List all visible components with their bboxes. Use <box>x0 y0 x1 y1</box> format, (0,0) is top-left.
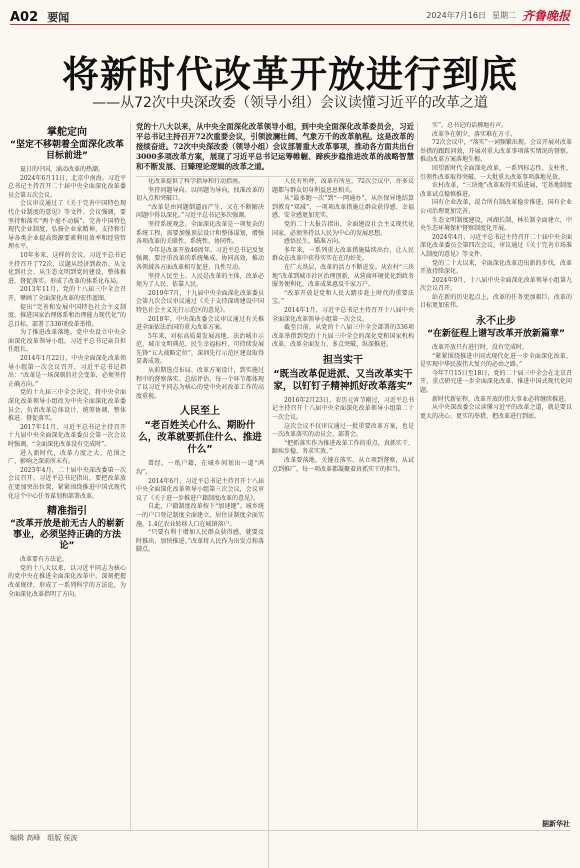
article-subtitle: ——从72次中央深改委（领导小组）会议读懂习近平的改革之道 <box>92 95 488 111</box>
paragraph: 今年7月15日至18日，党的二十届三中全会在北京召开，重点研究进一步全面深化改革、推进中国式现代化问题。 <box>420 369 572 395</box>
article-column-2 <box>136 178 264 868</box>
section-label: 担当实干 <box>323 354 363 366</box>
paragraph: 感悟民生，瞄准方向。 <box>284 238 345 246</box>
article-source: 据新华社 <box>542 819 570 828</box>
section-name: 要闻 <box>47 10 70 24</box>
paragraph: 2018年，中央深改委会议审议通过有关推进全面依法治国的重大改革方案。 <box>136 315 264 332</box>
paragraph: 回望新时代全面深化改革，一系列标志性、支柱性、引领性改革取得突破，一大批重大改革事项落地见效。 <box>420 164 572 181</box>
page-number: A02 <box>10 9 39 25</box>
paragraph: 站在新的历史起点上，改革的任务更加艰巨，改革的目标更加宏伟。 <box>420 293 572 310</box>
section-quote: “坚定不移朝着全面深化改革目标前进” <box>10 140 124 161</box>
paragraph: 国有企业改革，混合所有制改革稳步推进，国有企业公司治理更加完善。 <box>420 199 572 215</box>
paragraph: 党的二十大报告指出，全面建设社会主义现代化国家，必须坚持以人民为中心的发展思想。 <box>272 220 414 237</box>
paragraph: 自此，户籍制度改革按下“加速键”。城乡统一的户口登记制度全面建立，居住证制度全面实施，1.4亿农业转移人口在城镇落户。 <box>136 503 264 528</box>
section-quote: “在新征程上谱写改革开放新篇章” <box>427 329 565 340</box>
paragraph: 坚持问题导向。以问题为导向，找准改革的切入点和突破口。 <box>136 186 264 203</box>
paragraph: 2024年6月11日，北京中南海。习近平总书记主持召开二十届中央全面深化改革委员会第五次会议。 <box>8 174 126 199</box>
paragraph: 改革要有方法论。 <box>20 556 69 564</box>
issue-date: 2024年7月16日 <box>426 10 486 20</box>
paragraph: 为了推进改革落地，党中央设立中央全面深化改革领导小组，习近平总书记亲自担任组长。 <box>8 329 126 354</box>
section-quote: “既当改革促进派、又当改革实干家，以钉钉子精神抓好改革落实” <box>273 368 413 392</box>
paragraph: “只要有利于增加人民群众获得感，就要及时推出、加快推进。”改革将人民作为出发点和落脚点。 <box>136 529 264 554</box>
section-quote: “改革开放是前无古人的崭新事业，必须坚持正确的方法论” <box>10 519 124 552</box>
paragraph: 2023年4月，二十届中央深改委第一次会议召开。习近平总书记指出，要把改革放在更加突出位置，紧紧围绕推进中国式现代化这个中心任务谋划和部署改革。 <box>8 466 126 500</box>
paragraph-group <box>136 460 264 555</box>
editor-credit: 编辑 高峰 组版 侯波 <box>10 834 78 842</box>
paragraph: 这次会议不仅审议通过一批重要改革方案，也是一次改革落实的动员会、部署会。 <box>272 422 414 439</box>
newspaper-logo: 齐鲁晚报 <box>521 8 570 23</box>
article-column-1 <box>8 122 126 829</box>
paragraph-group <box>272 178 414 350</box>
paragraph: 2014年1月，习近平总书记主持召开十八届中央全面深化改革领导小组第一次会议。 <box>272 306 414 323</box>
header-meta <box>426 7 570 24</box>
article-lead: 党的十八大以来，从中央全面深化改革领导小组，到中央全面深化改革委员会，习近平总书记主持召开72次重要会议，引领波澜壮阔、气象万千的改革航程。这是改革的接续奋进。72次中央深改委（领导小组）会议部署重大改革事项，推动各方面共出台3000多项改革方案，展现了习近平总书记运筹帷幄、蹄疾步稳推进改革的战略智慧和不断发展、日臻理论逻辑的改革之道。 <box>136 122 414 177</box>
paragraph: 人民有所呼，改革有所应。72次会议中，许多议题都与群众切身利益息息相关。 <box>272 178 414 194</box>
paragraph: 改革要落地，关键在落实。从立项到督察，从试点到推广，每一项改革都凝聚着真抓实干的担当。 <box>272 457 414 473</box>
paragraph: 2017年11月，习近平总书记主持召开十九届中央全面深化改革委员会第一次会议时强调，“全面深化改革没有完成时”。 <box>8 423 126 448</box>
paragraph: “改革是由问题倒逼而产生，又在不断解决问题中得以深化。”习近平总书记多次强调。 <box>136 203 264 220</box>
paragraph: “把抓落实作为推进改革工作的重点，真抓实干、蹄疾步稳、务求实效。” <box>272 439 414 456</box>
column-divider <box>417 122 418 829</box>
paragraph-group <box>420 344 572 421</box>
section-heading <box>136 406 264 456</box>
section-heading <box>272 355 414 393</box>
paragraph: 2016年2月23日，农历元宵节刚过，习近平总书记主持召开十八届中央全面深化改革领导小组第二十一次会议。 <box>272 396 414 422</box>
paragraph: 党的十九届三中全会决定，将中央全面深化改革领导小组改为中央全面深化改革委员会，负责改革总体设计、统筹协调、整体推进、督促落实。 <box>8 389 126 423</box>
paragraph: 改革开放只有进行时，没有完成时。 <box>432 344 529 352</box>
section-label: 永不止步 <box>476 316 516 328</box>
paragraph: “改革开放是党和人民大踏步赶上时代的重要法宝。” <box>272 289 414 306</box>
page-header <box>10 6 570 25</box>
paragraph: 从中央深改委会议读懂习近平的改革之道，就是要以更大的决心、更实的举措，把改革进行到底。 <box>420 404 572 420</box>
paragraph: 实”。总书记的话掷地有声。 <box>432 122 508 129</box>
paragraph: 生态文明制度建设，河湖长制、林长制全面建立，中央生态环境保护督察制度化开展。 <box>420 216 572 233</box>
paragraph: 夏日的中国，涌动改革的热潮。 <box>20 166 105 173</box>
section-label: 人民至上 <box>180 406 220 418</box>
paragraph: 从“最多跑一次”到“一网通办”，从医保异地结算到教育“双减”，一项项改革措施让群众获得感、幸福感、安全感更加充实。 <box>272 195 414 220</box>
section-label: 掌舵定向 <box>47 127 87 138</box>
paragraph-group <box>8 556 126 599</box>
section-heading <box>8 127 126 162</box>
paragraph: 2013年11月，党的十八届三中全会召开，擘画了全面深化改革的宏伟蓝图。 <box>8 286 126 302</box>
article-title: 将新时代改革开放进行到底 <box>62 53 518 96</box>
paragraph: 会议审议通过了《关于完善中国特色现代企业制度的意见》等文件。会议强调，要坚持和落实“两个毫不动摇”，完善中国特色现代企业制度，弘扬企业家精神，支持和引导各类企业提高资源要素利用效率和经营管理水平。 <box>8 200 126 251</box>
article-column-4 <box>420 122 572 829</box>
page-section-info <box>10 6 69 25</box>
section-heading <box>8 506 126 552</box>
paragraph-group <box>420 122 572 311</box>
article-column-3 <box>272 178 414 868</box>
paragraph: “紧紧围绕推进中国式现代化进一步全面深化改革，是实现中华民族伟大复兴的必由之路。” <box>420 352 572 369</box>
paragraph: 在广大基层，改革的活力不断迸发。从农村“三块地”改革到城市社区治理创新，从营商环境优化到政务服务便利化，改革成果惠及千家万户。 <box>272 263 414 289</box>
paragraph: 2014年1月22日，中央全面深化改革领导小组第一次会议召开，习近平总书记指出：“改革是一场深刻的社会变革，必须坚持正确方向。” <box>8 355 126 388</box>
section-label: 精准指引 <box>47 506 87 518</box>
section-heading <box>420 316 572 340</box>
paragraph: 新时代新征程，改革开放的伟大事业必将继续推进。 <box>432 395 571 403</box>
paragraph: 曾经，一纸户籍，在城乡间划出一道“鸿沟”。 <box>136 460 264 477</box>
paragraph: 党的二十大以来，全面深化改革迈出新的步伐，改革开放持续深化。 <box>420 259 572 276</box>
paragraph: 2019年7月，十九届中央全面深化改革委员会第九次会议审议通过《关于支持深圳建设中国特色社会主义先行示范区的意见》。 <box>136 289 264 314</box>
paragraph: 从前期选点布局、改革方案设计，到实施过程中的督察落实、总结评估，每一个环节都体现了以习近平同志为核心的党中央对改革工作的高度重视。 <box>136 367 264 400</box>
issue-weekday: 星期二 <box>491 10 516 20</box>
paragraph: 坚持系统观念。全面深化改革是一项复杂的系统工程，需要加强顶层设计和整体谋划，增强各项改革的关联性、系统性、协同性。 <box>136 220 264 246</box>
column-divider <box>130 122 131 829</box>
paragraph: 2024年4月，习近平总书记主持召开二十届中央全面深化改革委员会第四次会议，审议通过《关于完善市场准入制度的意见》等文件。 <box>420 233 572 258</box>
paragraph-group <box>272 397 414 474</box>
paragraph: 化改革提供了科学指导和行动指南。 <box>148 178 245 185</box>
paragraph: 5年来，对标高质量发展高地、法治城市示范、城市文明典范、民生幸福标杆、可持续发展先锋“五大战略定位”，深圳先行示范区建设取得显著成效。 <box>136 332 264 366</box>
paragraph: 2014年6月，习近平总书记主持召开十八届中央全面深化改革领导小组第三次会议，会议审议了《关于进一步推进户籍制度改革的意见》。 <box>136 477 264 502</box>
paragraph: 改革争在朝夕，落实难在方寸。 <box>432 130 517 138</box>
paragraph: 提出“完善和发展中国特色社会主义制度、推进国家治理体系和治理能力现代化”的总目标，部署了336项改革举措。 <box>8 303 126 328</box>
column-divider <box>268 178 269 868</box>
paragraph: 截至目前，从党的十八届三中全会部署的336项改革举措到党的十九届三中全会的深化党和国家机构改革，改革全面发力、多点突破、纵深推进。 <box>272 324 414 349</box>
section-quote: “老百姓关心什么、期盼什么，改革就要抓住什么、推进什么” <box>138 420 262 456</box>
paragraph: 多年来，一系列重大改革措施陆续出台，让人民群众在改革中获得实实在在的好处。 <box>272 246 414 263</box>
page-footer <box>10 830 570 845</box>
paragraph: 今年是改革开放46周年。习近平总书记反复强调，要注重改革的系统集成、协同高效，推动各领域各方面改革相互促进、良性互动。 <box>136 246 264 271</box>
paragraph: 农村改革，“三块地”改革取得实质进展，宅基地制度改革试点稳慎推进。 <box>420 182 572 198</box>
paragraph: 坚持人民至上。人民是改革的主体，改革必须为了人民、依靠人民。 <box>136 272 264 289</box>
paragraph: 党的十八大以来，以习近平同志为核心的党中央在推进全面深化改革中，深刻把握改革规律，形成了一系列科学的方法论，为全面深化改革指明了方向。 <box>8 564 126 598</box>
paragraph: 进入新时代，改革力度之大、范围之广、影响之深前所未有。 <box>8 449 126 466</box>
paragraph-group <box>136 178 264 401</box>
paragraph: 72次会议中，“落实”一词频繁出现。会议开展对改革举措的跟踪问效，开展对重大改革事项落实情况的督察，推动改革方案落地生根。 <box>420 139 572 164</box>
paragraph: 10年多来，这样的会议，习近平总书记主持召开了72次，议题从经济到政治、从文化到社会、从生态文明到党的建设，整体推进、督促落实，形成了改革的体系化布局。 <box>8 251 126 285</box>
paragraph-group <box>8 166 126 501</box>
paragraph: 2024年9月，十八届中央全面深化改革领导小组第九次会议召开。 <box>420 276 572 293</box>
